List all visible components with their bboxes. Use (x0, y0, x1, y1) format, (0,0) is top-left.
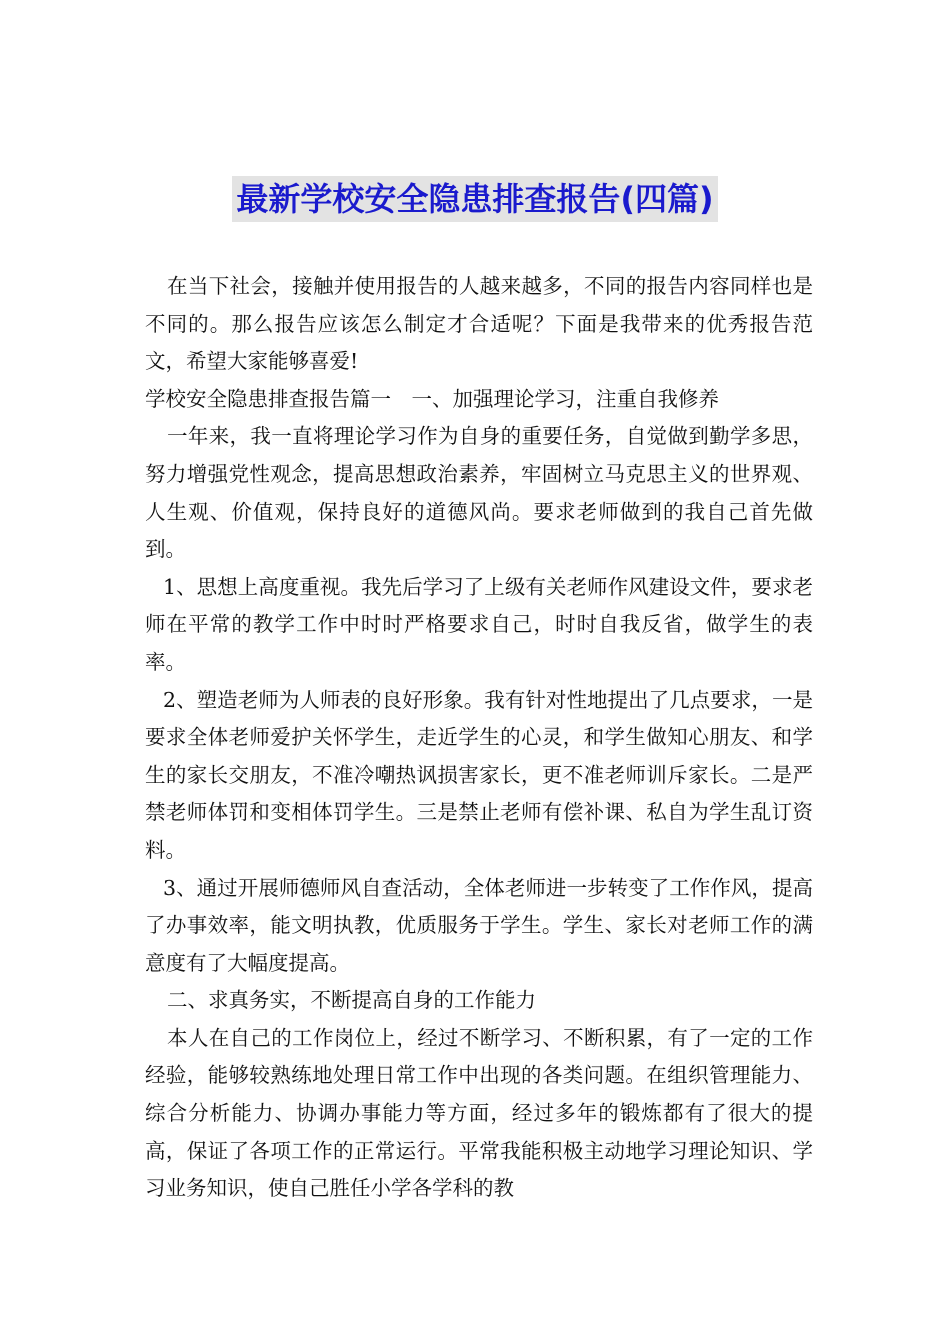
paragraph-item-3: 3、通过开展师德师风自查活动，全体老师进一步转变了工作作风，提高了办事效率，能文明执教，优质服务于学生。学生、家长对老师工作的满意度有了大幅度提高。 (145, 875, 813, 975)
paragraph-theory-study: 一年来，我一直将理论学习作为自身的重要任务，自觉做到勤学多思，努力增强党性观念，提高思想政治素养，牢固树立马克思主义的世界观、人生观、价值观，保持良好的道德风尚。要求老师做到的我自己首先做到。 (145, 424, 813, 562)
title-container (0, 176, 950, 222)
paragraph-item-2: 2、塑造老师为人师表的良好形象。我有针对性地提出了几点要求，一是要求全体老师爱护关怀学生，走近学生的心灵，和学生做知心朋友、和学生的家长交朋友，不准冷嘲热讽损害家长，更不准老师训斥家长。二是严禁老师体罚和变相体罚学生。三是禁止老师有偿补课、私自为学生乱订资料。 (145, 687, 813, 862)
paragraph-intro: 在当下社会，接触并使用报告的人越来越多，不同的报告内容同样也是不同的。那么报告应该怎么制定才合适呢？下面是我带来的优秀报告范文，希望大家能够喜爱! (145, 274, 813, 374)
paragraph-work-ability: 本人在自己的工作岗位上，经过不断学习、不断积累，有了一定的工作经验，能够较熟练地处理日常工作中出现的各类问题。在组织管理能力、综合分析能力、协调办事能力等方面，经过多年的锻炼都有了很大的提高，保证了各项工作的正常运行。平常我能积极主动地学习理论知识、学习业务知识，使自己胜任小学各学科的教 (145, 1025, 813, 1201)
paragraph-item-1: 1、思想上高度重视。我先后学习了上级有关老师作风建设文件，要求老师在平常的教学工作中时时严格要求自己，时时自我反省，做学生的表率。 (145, 574, 813, 674)
document-title: 最新学校安全隐患排查报告(四篇) (232, 176, 717, 222)
paragraph-heading-2: 二、求真务实，不断提高自身的工作能力 (167, 988, 536, 1013)
document-body (145, 268, 813, 1208)
paragraph-section-heading: 学校安全隐患排查报告篇一 一、加强理论学习，注重自我修养 (145, 386, 719, 411)
